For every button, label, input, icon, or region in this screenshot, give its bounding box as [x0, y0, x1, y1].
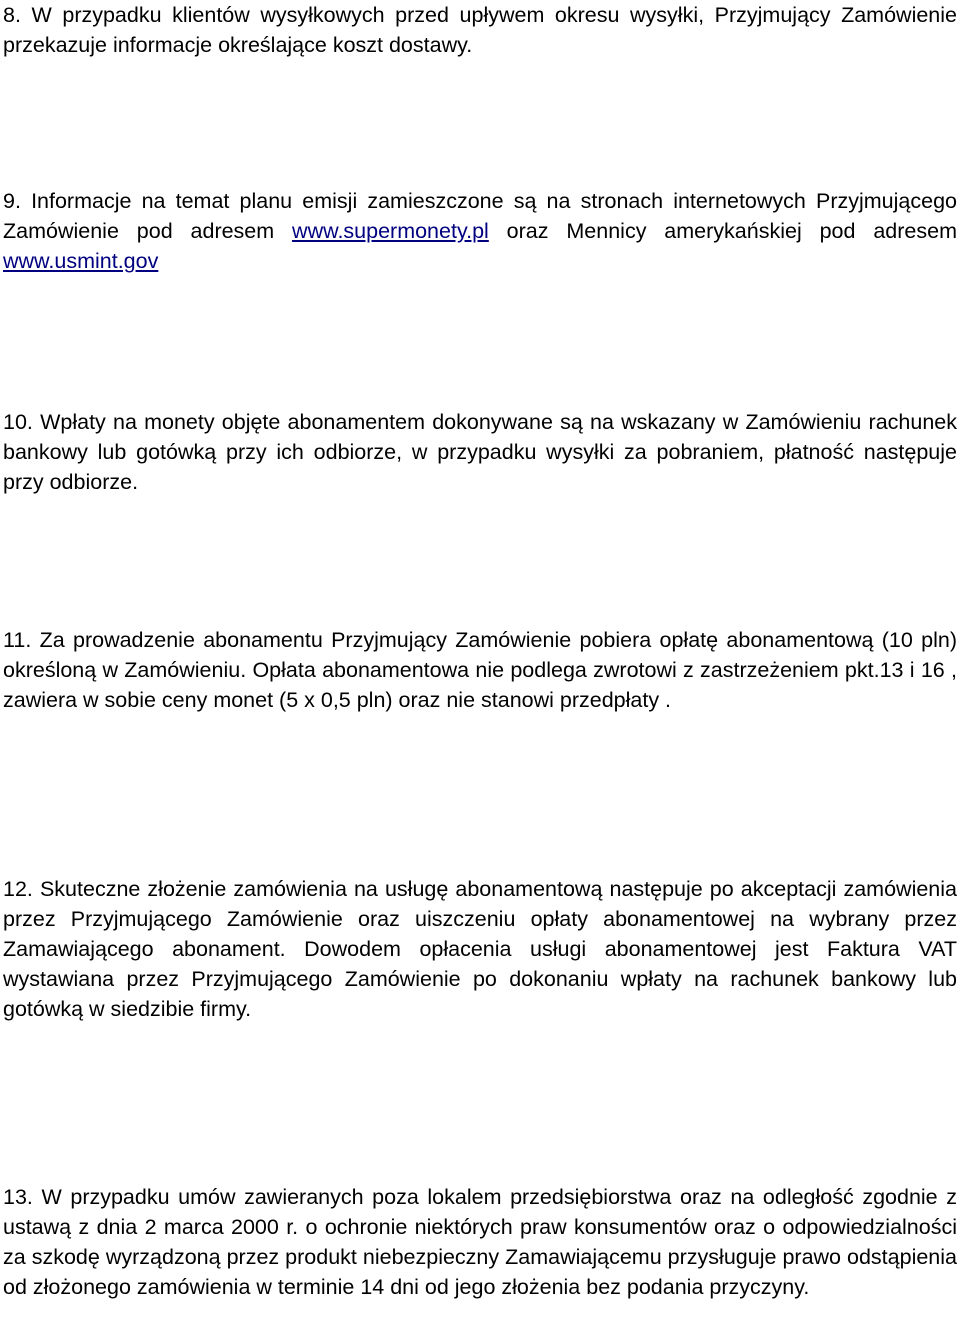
paragraph-13-text: 13. W przypadku umów zawieranych poza lokalem przedsiębiorstwa oraz na odległość zgodnie z ustawą z dnia 2 marca 2000 r. o ochronie niektórych praw konsumentów oraz o odpowiedzialności za szkodę wyrządzoną przez produkt niebezpieczny Zamawiającemu przysługuje prawo odstąpienia od złożonego zamówienia w terminie 14 dni od jego złożenia bez podania przyczyny.	[3, 1185, 957, 1299]
paragraph-8	[3, 0, 957, 60]
paragraph-9	[3, 186, 957, 276]
paragraph-10	[3, 407, 957, 497]
paragraph-11	[3, 625, 957, 715]
usmint-link[interactable]: www.usmint.gov	[3, 249, 159, 273]
paragraph-9-text-b: oraz Mennicy amerykańskiej pod adresem	[488, 219, 957, 243]
paragraph-8-text: 8. W przypadku klientów wysyłkowych przed upływem okresu wysyłki, Przyjmujący Zamówienie przekazuje informacje określające koszt dostawy.	[3, 3, 957, 57]
paragraph-10-text: 10. Wpłaty na monety objęte abonamentem dokonywane są na wskazany w Zamówieniu rachunek bankowy lub gotówką przy ich odbiorze, w przypadku wysyłki za pobraniem, płatność następuje przy odbiorze.	[3, 410, 957, 494]
supermonety-link[interactable]: www.supermonety.pl	[292, 219, 489, 243]
paragraph-12-text: 12. Skuteczne złożenie zamówienia na usługę abonamentową następuje po akceptacji zamówienia przez Przyjmującego Zamówienie oraz uiszczeniu opłaty abonamentowej na wybrany przez Zamawiającego abonament. Dowodem opłacenia usługi abonamentowej jest Faktura VAT wystawiana przez Przyjmującego Zamówienie po dokonaniu wpłaty na rachunek bankowy lub gotówką w siedzibie firmy.	[3, 877, 957, 1021]
paragraph-12	[3, 874, 957, 1024]
paragraph-9-text-a: 9. Informacje na temat planu emisji zamieszczone są na stronach internetowych Przyjmującego Zamówienie pod adresem	[3, 189, 957, 243]
paragraph-11-text: 11. Za prowadzenie abonamentu Przyjmujący Zamówienie pobiera opłatę abonamentową (10 pln) określoną w Zamówieniu. Opłata abonamentowa nie podlega zwrotowi z zastrzeżeniem pkt.13 i 16 , zawiera w sobie ceny monet (5 x 0,5 pln) oraz nie stanowi przedpłaty .	[3, 628, 957, 712]
paragraph-13	[3, 1182, 957, 1302]
